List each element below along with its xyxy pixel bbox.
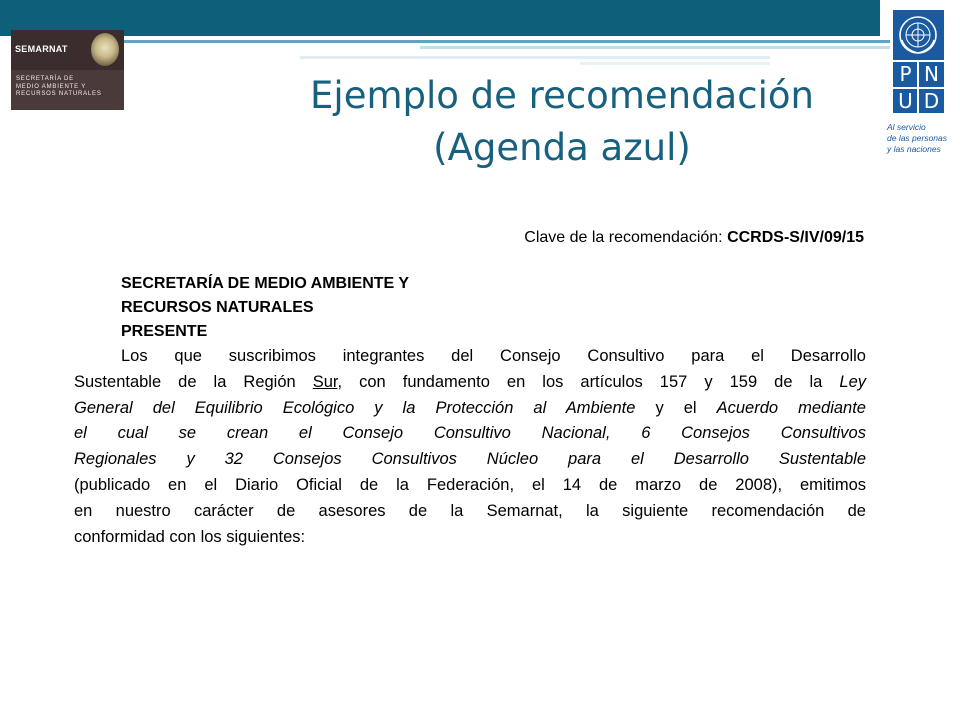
un-emblem-icon: [897, 14, 939, 56]
addressee-line: SECRETARÍA DE MEDIO AMBIENTE Y: [121, 275, 410, 292]
paragraph-line: [74, 499, 866, 525]
decorative-stripe: [120, 40, 890, 43]
semarnat-subtitle-line: MEDIO AMBIENTE Y: [16, 83, 87, 90]
recommendation-key-label: Clave de la recomendación:: [524, 229, 728, 246]
paragraph-text: y el: [635, 398, 717, 417]
paragraph-text: (publicado en el Diario Oficial de la Federación, el 14 de marzo de 2008), emitimos: [74, 475, 866, 494]
agreement-title-text: Regionales y 32 Consejos Consultivos Núcleo para el Desarrollo Sustentable: [74, 450, 866, 469]
mexico-seal-icon: [91, 33, 119, 66]
semarnat-subtitle: [16, 76, 124, 99]
addressee-block: [121, 272, 409, 344]
paragraph-line: [74, 396, 866, 422]
pnud-tagline-line: y las naciones: [887, 144, 941, 154]
paragraph-line: [74, 447, 866, 473]
paragraph-line: [74, 370, 866, 396]
paragraph-text: Sustentable de la Región: [74, 372, 313, 391]
semarnat-subtitle-line: RECURSOS NATURALES: [16, 91, 102, 97]
paragraph-text: , con fundamento en los artículos 157 y 159 de la: [337, 372, 840, 391]
pnud-tagline-line: de las personas: [887, 133, 948, 143]
law-title-text: General del Equilibrio Ecológico y la Protección al Ambiente: [74, 398, 636, 417]
recommendation-key-value: CCRDS-S/IV/09/15: [727, 229, 864, 246]
page-title-line: (Agenda azul): [433, 126, 691, 169]
region-name: Sur: [312, 372, 338, 391]
page-title: [262, 70, 862, 174]
pnud-tagline: [887, 122, 947, 155]
pnud-tagline-line: Al servicio: [887, 122, 926, 132]
pnud-letter: P: [899, 62, 912, 86]
pnud-letter: D: [923, 89, 940, 113]
semarnat-brand: SEMARNAT: [15, 44, 68, 54]
law-title-text: Ley: [839, 372, 866, 391]
paragraph-line: [74, 525, 866, 551]
paragraph-text: en nuestro carácter de asesores de la Semarnat, la siguiente recomendación de: [74, 501, 866, 520]
body-paragraph: [74, 344, 866, 550]
pnud-letter: U: [898, 89, 913, 113]
top-banner: [0, 0, 880, 36]
paragraph-text: conformidad con los siguientes:: [74, 527, 306, 546]
addressee-line: PRESENTE: [121, 323, 208, 340]
agreement-title-text: Acuerdo mediante: [716, 398, 866, 417]
paragraph-line: [74, 344, 866, 370]
agreement-title-text: el cual se crean el Consejo Consultivo Nacional, 6 Consejos Consultivos: [74, 424, 866, 443]
addressee-line: RECURSOS NATURALES: [121, 299, 314, 316]
semarnat-subtitle-line: SECRETARÍA DE: [16, 76, 74, 82]
paragraph-line: [74, 473, 866, 499]
paragraph-text: Los que suscribimos integrantes del Consejo Consultivo para el Desarrollo: [121, 347, 866, 365]
paragraph-line: [74, 421, 866, 447]
pnud-letter: N: [924, 62, 939, 86]
recommendation-key: [524, 229, 864, 247]
decorative-stripe: [300, 56, 770, 59]
decorative-stripe: [420, 46, 890, 49]
semarnat-logo: [11, 30, 124, 110]
page-title-line: Ejemplo de recomendación: [310, 74, 814, 117]
decorative-stripe: [580, 62, 770, 65]
